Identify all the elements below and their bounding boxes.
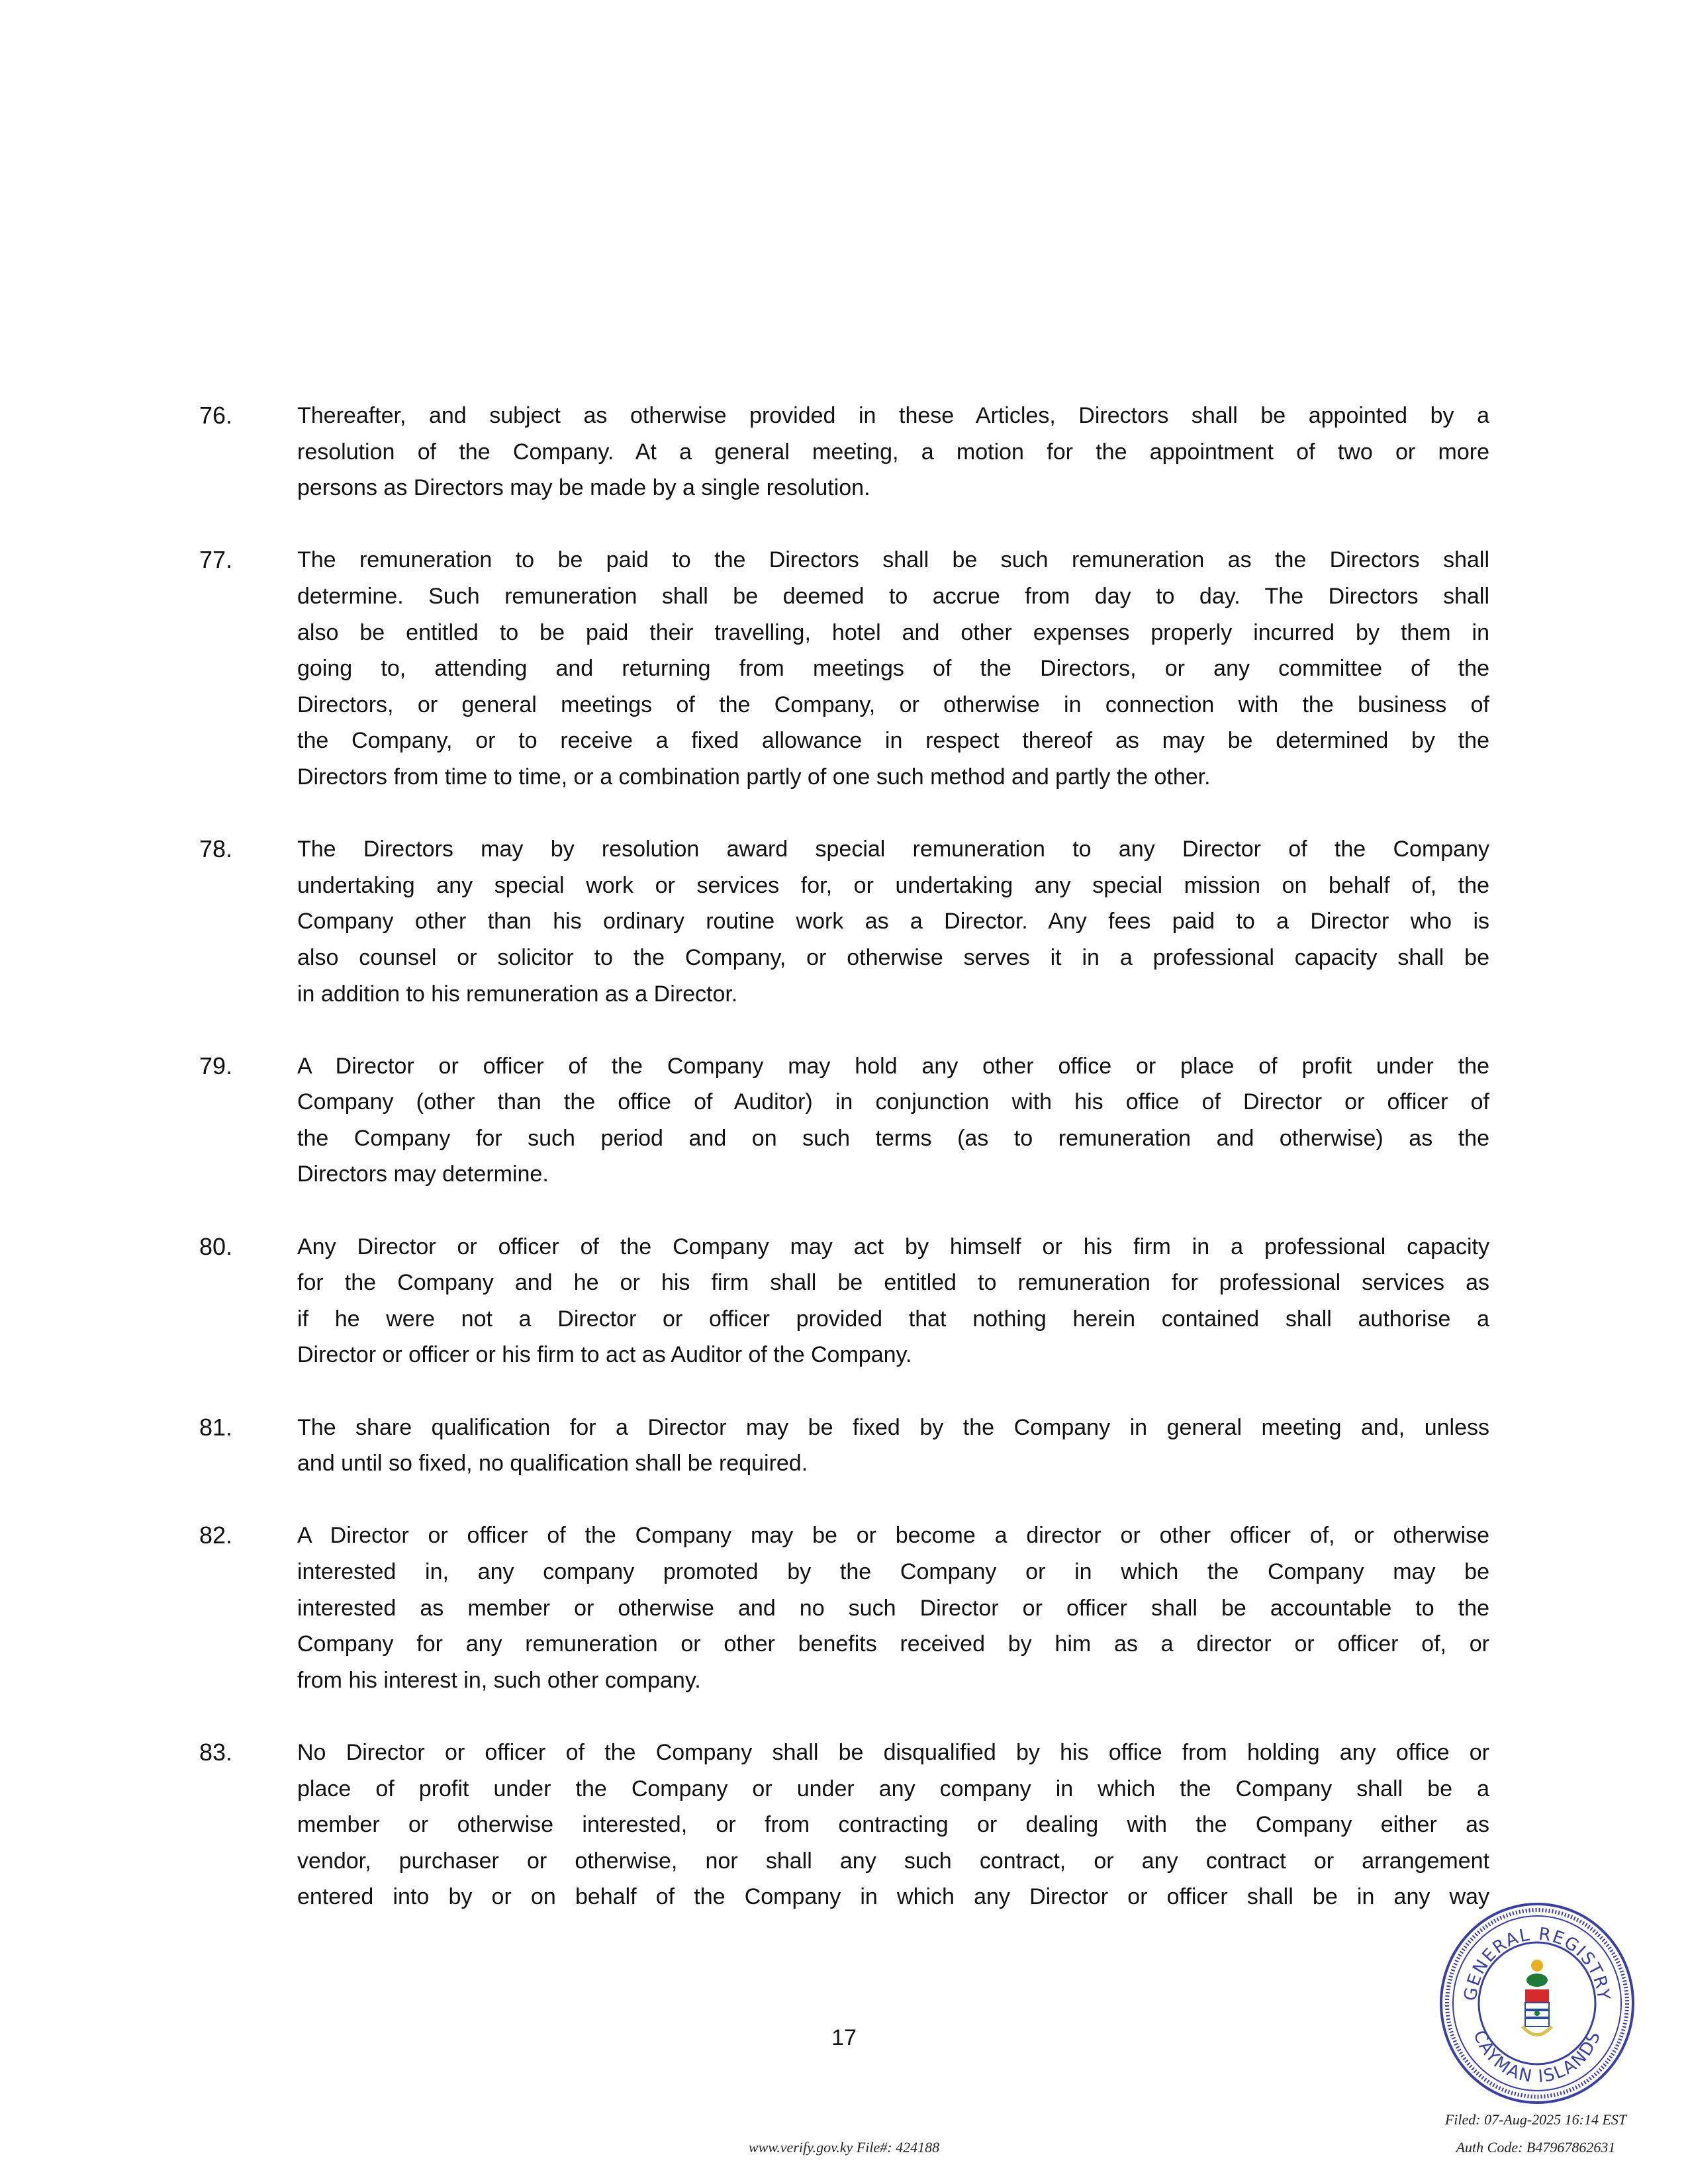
article-paragraph	[0, 1735, 1688, 1915]
article-paragraph	[0, 1410, 1688, 1482]
article-number: 81.	[199, 1413, 233, 1441]
text-line: entered into by or on behalf of the Company in which any Director or officer shall be in any way	[297, 1884, 1489, 1910]
text-line: also counsel or solicitor to the Company, or otherwise serves it in a professional capacity shall be	[297, 944, 1489, 970]
text-line: Any Director or officer of the Company may act by himself or his firm in a professional capacity	[297, 1234, 1489, 1259]
article-number: 76.	[199, 402, 233, 429]
article-paragraph	[0, 398, 1688, 506]
text-line: member or otherwise interested, or from contracting or dealing with the Company either as	[297, 1812, 1489, 1838]
article-paragraph	[0, 542, 1688, 795]
article-number: 80.	[199, 1232, 233, 1260]
article-paragraph	[0, 1048, 1688, 1193]
text-line: Directors, or general meetings of the Company, or otherwise in connection with the business of	[297, 692, 1489, 717]
text-line: place of profit under the Company or under any company in which the Company shall be a	[297, 1776, 1489, 1801]
stamp-top-text: GENERAL REGISTRY	[1460, 1924, 1614, 2003]
document-body	[0, 398, 1688, 1952]
general-registry-stamp	[1438, 1901, 1636, 2106]
article-number: 82.	[199, 1522, 233, 1549]
stamp-bottom-text: CAYMAN ISLANDS	[1469, 2027, 1605, 2087]
text-line: determine. Such remuneration shall be deemed to accrue from day to day. The Directors shall	[297, 583, 1489, 609]
text-line: Directors may determine.	[297, 1161, 549, 1187]
text-line: and until so fixed, no qualification shall be required.	[297, 1451, 808, 1477]
text-line: going to, attending and returning from meetings of the Directors, or any committee of the	[297, 656, 1489, 682]
text-line: from his interest in, such other company.	[297, 1667, 701, 1693]
text-line: vendor, purchaser or otherwise, nor shall any such contract, or any contract or arrangement	[297, 1848, 1489, 1874]
footer-verify-file: www.verify.gov.ky File#: 424188	[748, 2139, 940, 2156]
text-line: A Director or officer of the Company may be or become a director or other officer of, or otherwise	[297, 1523, 1489, 1549]
text-line: if he were not a Director or officer provided that nothing herein contained shall authorise a	[297, 1306, 1489, 1332]
text-line: Directors from time to time, or a combination partly of one such method and partly the other.	[297, 764, 1211, 790]
text-line: the Company for such period and on such terms (as to remuneration and otherwise) as the	[297, 1125, 1489, 1151]
text-line: also be entitled to be paid their travelling, hotel and other expenses properly incurred by them in	[297, 619, 1489, 645]
text-line: for the Company and he or his firm shall be entitled to remuneration for professional services as	[297, 1270, 1489, 1296]
article-number: 79.	[199, 1052, 233, 1079]
footer-filed-date: Filed: 07-Aug-2025 16:14 EST	[1444, 2111, 1627, 2128]
coat-of-arms-icon	[1523, 1960, 1552, 2035]
text-line: interested in, any company promoted by the Company or in which the Company may be	[297, 1559, 1489, 1584]
text-line: in addition to his remuneration as a Director.	[297, 981, 738, 1007]
text-line: Director or officer or his firm to act as Auditor of the Company.	[297, 1342, 912, 1368]
text-line: resolution of the Company. At a general meeting, a motion for the appointment of two or more	[297, 439, 1489, 465]
svg-text:CAYMAN ISLANDS	[1469, 2028, 1605, 2087]
text-line: The remuneration to be paid to the Directors shall be such remuneration as the Directors shall	[297, 547, 1489, 573]
article-number: 83.	[199, 1738, 233, 1766]
text-line: The share qualification for a Director may be fixed by the Company in general meeting and, unless	[297, 1414, 1489, 1440]
text-line: interested as member or otherwise and no such Director or officer shall be accountable to the	[297, 1595, 1489, 1621]
article-number: 77.	[199, 546, 233, 574]
text-line: The Directors may by resolution award special remuneration to any Director of the Company	[297, 837, 1489, 862]
footer-auth-code: Auth Code: B47967862631	[1456, 2139, 1616, 2156]
text-line: persons as Directors may be made by a single resolution.	[297, 475, 870, 501]
article-paragraph	[0, 831, 1688, 1012]
page-number: 17	[831, 2025, 857, 2050]
article-paragraph	[0, 1518, 1688, 1698]
text-line: Company other than his ordinary routine work as a Director. Any fees paid to a Director who is	[297, 909, 1489, 934]
text-line: Thereafter, and subject as otherwise provided in these Articles, Directors shall be appointed by a	[297, 403, 1489, 428]
text-line: the Company, or to receive a fixed allowance in respect thereof as may be determined by the	[297, 728, 1489, 754]
article-paragraph	[0, 1229, 1688, 1373]
article-number: 78.	[199, 835, 233, 863]
text-line: Company (other than the office of Auditor) in conjunction with his office of Director or officer of	[297, 1089, 1489, 1115]
text-line: Company for any remuneration or other benefits received by him as a director or officer of, or	[297, 1631, 1489, 1657]
text-line: No Director or officer of the Company shall be disqualified by his office from holding any office or	[297, 1739, 1489, 1765]
text-line: A Director or officer of the Company may hold any other office or place of profit under the	[297, 1053, 1489, 1079]
text-line: undertaking any special work or services for, or undertaking any special mission on behalf of, the	[297, 872, 1489, 898]
